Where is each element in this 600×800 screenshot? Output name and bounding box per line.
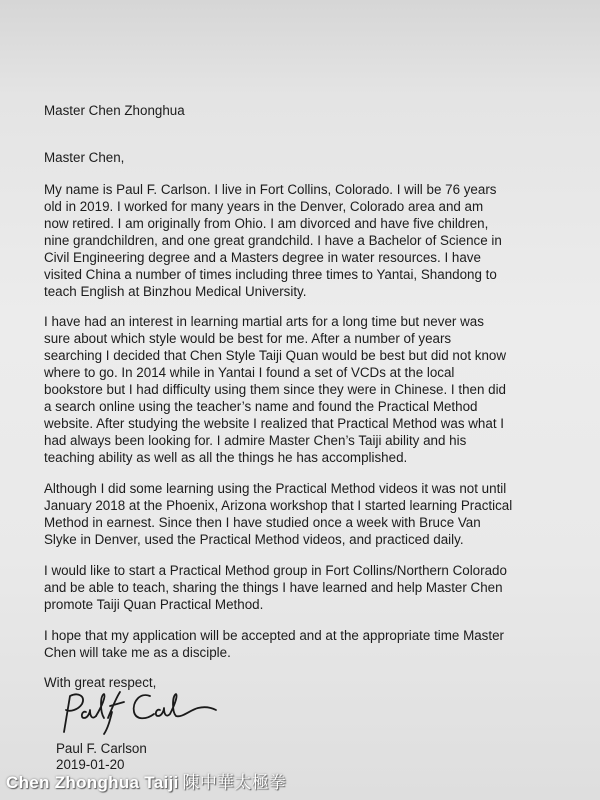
paragraph-line: promote Taiji Quan Practical Method. (44, 597, 264, 612)
watermark-chinese: 陳中華太極拳 (182, 773, 287, 793)
paragraph-line: searching I decided that Chen Style Taiji Quan would be best but did not know (44, 348, 507, 363)
addressee: Master Chen Zhonghua (44, 103, 185, 118)
paragraph-line: Although I did some learning using the Practical Method videos it was not until (44, 481, 507, 496)
paragraph-line: a search online using the teacher’s name and found the Practical Method (44, 399, 478, 414)
paragraph-line: sure about which style would be best for me. After a number of years (44, 331, 452, 346)
paragraph-line: I have had an interest in learning martial arts for a long time but never was (44, 314, 484, 329)
paragraph-line: I would like to start a Practical Method group in Fort Collins/Northern Colorado (44, 563, 507, 578)
watermark-latin: Chen Zhonghua Taiji (6, 773, 179, 792)
paragraph-line: Method in earnest. Since then I have studied once a week with Bruce Van (44, 515, 481, 530)
paragraph-line: Civil Engineering degree and a Masters degree in water resources. I have (44, 250, 481, 265)
site-watermark (6, 768, 286, 793)
closing: With great respect, (44, 675, 157, 690)
paragraph-line: I hope that my application will be accepted and at the appropriate time Master (44, 628, 505, 643)
paragraph-line: January 2018 at the Phoenix, Arizona workshop that I started learning Practical (44, 498, 513, 513)
paragraph-line: My name is Paul F. Carlson. I live in Fort Collins, Colorado. I will be 76 years (44, 182, 497, 197)
paragraph-line: Chen will take me as a disciple. (44, 645, 231, 660)
paragraph-line: nine grandchildren, and one great grandchild. I have a Bachelor of Science in (44, 233, 502, 248)
salutation: Master Chen, (44, 150, 125, 165)
paragraph-line: Slyke in Denver, used the Practical Method videos, and practiced daily. (44, 532, 464, 547)
paragraph-line: now retired. I am originally from Ohio. I am divorced and have five children, (44, 216, 489, 231)
paragraph-line: and be able to teach, sharing the things I have learned and help Master Chen (44, 580, 503, 595)
signature-drawing (50, 688, 220, 736)
paragraph-line: teach English at Binzhou Medical University. (44, 284, 307, 299)
letter-date: 2019-01-20 (56, 757, 125, 772)
signer-name: Paul F. Carlson (56, 741, 147, 756)
paragraph-line: website. After studying the website I realized that Practical Method was what I (44, 416, 504, 431)
paragraph-line: teaching ability as well as all the things he has accomplished. (44, 450, 408, 465)
paragraph-line: old in 2019. I worked for many years in the Denver, Colorado area and am (44, 199, 484, 214)
handwritten-signature (50, 688, 220, 736)
paragraph-line: bookstore but I had difficulty using them since they were in Chinese. I then did (44, 382, 506, 397)
paragraph-line: had always been looking for. I admire Master Chen’s Taiji ability and his (44, 433, 467, 448)
paragraph-line: visited China a number of times including three times to Yantai, Shandong to (44, 267, 497, 282)
paragraph-line: where to go. In 2014 while in Yantai I found a set of VCDs at the local (44, 365, 455, 380)
